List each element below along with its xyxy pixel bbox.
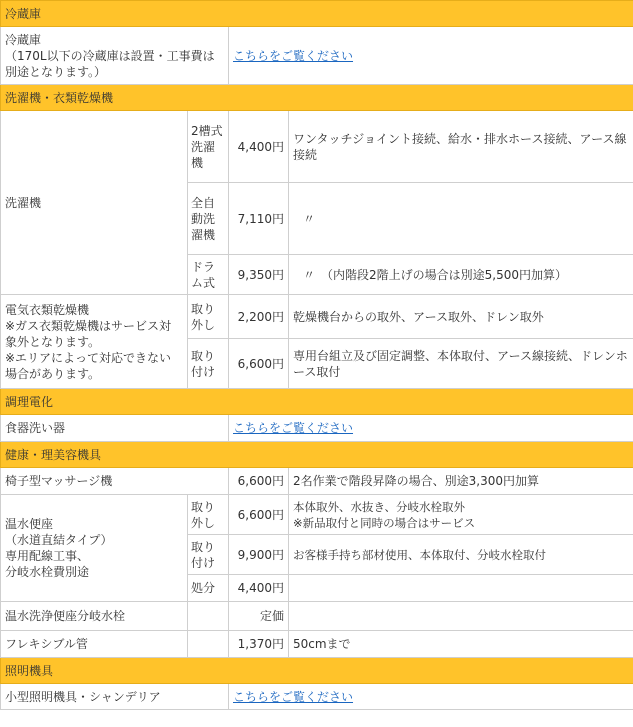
section-title: 健康・理美容機具 <box>1 442 633 468</box>
price-cell: 6,600円 <box>229 468 289 495</box>
price-cell: 1,370円 <box>229 631 289 658</box>
section-title: 照明機具 <box>1 658 633 684</box>
section-header-washer <box>1 85 633 111</box>
note-cell: 2名作業で階段昇降の場合、別途3,300円加算 <box>289 468 633 495</box>
item-title: 温水便座 <box>5 517 54 531</box>
item-note: 分岐水栓費別途 <box>5 565 90 579</box>
table-row <box>1 468 633 495</box>
price-cell: 4,400円 <box>229 111 289 183</box>
table-row <box>1 111 633 183</box>
table-row <box>1 415 633 442</box>
section-title: 洗濯機・衣類乾燥機 <box>1 85 633 111</box>
item-note: ※エリアによって対応できない場合があります。 <box>5 350 172 381</box>
type-cell: 取り外し <box>188 295 229 339</box>
item-note: （170L以下の冷蔵庫は設置・工事費は別途となります。） <box>5 48 215 79</box>
note-cell <box>289 495 633 535</box>
type-cell: 処分 <box>188 575 229 602</box>
section-title: 調理電化 <box>1 389 633 415</box>
item-cell: 洗濯機 <box>1 111 188 295</box>
type-cell: 2槽式洗濯機 <box>188 111 229 183</box>
link-cell <box>229 27 633 85</box>
section-header-fridge <box>1 1 633 27</box>
note-cell: 専用台組立及び固定調整、本体取付、アース線接続、ドレンホース取付 <box>289 339 633 389</box>
price-cell: 7,110円 <box>229 183 289 255</box>
item-subtitle: （水道直結タイプ） <box>5 533 113 547</box>
type-cell <box>188 602 229 631</box>
section-header-health <box>1 442 633 468</box>
type-cell: 全自動洗濯機 <box>188 183 229 255</box>
price-cell: 9,900円 <box>229 535 289 575</box>
note-cell <box>289 602 633 631</box>
price-cell: 9,350円 <box>229 255 289 295</box>
note-cell: 50cmまで <box>289 631 633 658</box>
price-cell: 2,200円 <box>229 295 289 339</box>
section-header-lighting <box>1 658 633 684</box>
section-header-kitchen <box>1 389 633 415</box>
price-cell: 4,400円 <box>229 575 289 602</box>
link-cell <box>229 684 633 710</box>
item-cell: フレキシブル管 <box>1 631 188 658</box>
note-cell: 〃 （内階段2階上げの場合は別途5,500円加算） <box>289 255 633 295</box>
item-title: 冷蔵庫 <box>5 32 42 47</box>
item-cell: 食器洗い器 <box>1 415 229 442</box>
see-here-link[interactable]: こちらをご覧ください <box>233 689 354 704</box>
item-note: 専用配線工事、 <box>5 549 90 563</box>
table-row <box>1 27 633 85</box>
item-cell <box>1 495 188 602</box>
item-cell <box>1 27 229 85</box>
note-line: ※新品取付と同時の場合はサービス <box>293 515 476 530</box>
item-cell <box>1 295 188 389</box>
type-cell: 取り付け <box>188 339 229 389</box>
price-cell: 6,600円 <box>229 339 289 389</box>
table-row <box>1 631 633 658</box>
table-row <box>1 602 633 631</box>
table-row <box>1 495 633 535</box>
link-cell <box>229 415 633 442</box>
table-row <box>1 684 633 710</box>
item-cell: 椅子型マッサージ機 <box>1 468 229 495</box>
section-title: 冷蔵庫 <box>1 1 633 27</box>
table-row <box>1 295 633 339</box>
see-here-link[interactable]: こちらをご覧ください <box>233 48 354 63</box>
price-cell: 6,600円 <box>229 495 289 535</box>
type-cell: ドラム式 <box>188 255 229 295</box>
see-here-link[interactable]: こちらをご覧ください <box>233 421 354 435</box>
item-cell: 温水洗浄便座分岐水栓 <box>1 602 188 631</box>
note-cell: 乾燥機台からの取外、アース取外、ドレン取外 <box>289 295 633 339</box>
item-title: 電気衣類乾燥機 <box>5 302 90 317</box>
type-cell: 取り付け <box>188 535 229 575</box>
note-cell <box>289 575 633 602</box>
note-line: 本体取外、水抜き、分岐水栓取外 <box>293 499 466 514</box>
note-cell: お客様手持ち部材使用、本体取付、分岐水栓取付 <box>289 535 633 575</box>
note-cell: ワンタッチジョイント接続、給水・排水ホース接続、アース線接続 <box>289 111 633 183</box>
item-cell: 小型照明機具・シャンデリア <box>1 684 229 710</box>
item-note: ※ガス衣類乾燥機はサービス対象外となります。 <box>5 318 172 349</box>
price-cell: 定価 <box>229 602 289 631</box>
note-cell: 〃 <box>289 183 633 255</box>
type-cell <box>188 631 229 658</box>
type-cell: 取り外し <box>188 495 229 535</box>
